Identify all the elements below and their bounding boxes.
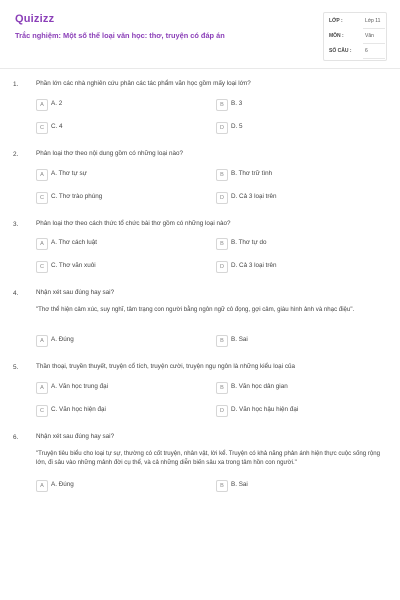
question-quote: "Thơ thể hiện cảm xúc, suy nghĩ, tâm trạng con người bằng ngôn ngữ cô đọng, gợi cảm, giàu hình ảnh và nhạc điệu".: [36, 306, 355, 313]
option-a[interactable]: [36, 382, 206, 394]
meta-value: Văn: [365, 33, 374, 39]
question-number: 4.: [13, 290, 19, 297]
meta-value: 6: [365, 48, 368, 54]
meta-box: [323, 12, 387, 61]
meta-row-subject: [329, 30, 385, 44]
meta-underline: [363, 43, 385, 44]
option-a[interactable]: [36, 335, 206, 347]
option-letter-box: B: [216, 99, 228, 111]
option-b[interactable]: [216, 480, 386, 492]
question-text: Phân loại thơ theo nội dung gồm có những loại nào?: [36, 150, 183, 157]
option-c[interactable]: [36, 192, 206, 204]
header-divider: [0, 68, 400, 69]
option-b[interactable]: [216, 99, 386, 111]
quiz-title: Trắc nghiệm: Một số thể loại văn học: thơ, truyện có đáp án: [15, 31, 225, 40]
option-letter-box: B: [216, 382, 228, 394]
meta-value: Lớp 11: [365, 18, 381, 24]
option-text: A. Đúng: [51, 336, 74, 343]
option-text: B. Sai: [231, 481, 248, 488]
question-text: Phân loại thơ theo cách thức tổ chức bài thơ gồm có những loại nào?: [36, 220, 231, 227]
option-d[interactable]: [216, 261, 386, 273]
option-letter-box: D: [216, 261, 228, 273]
option-text: B. Thơ trữ tình: [231, 170, 273, 177]
option-text: A. 2: [51, 100, 63, 107]
option-letter-box: B: [216, 335, 228, 347]
option-b[interactable]: [216, 169, 386, 181]
question-number: 6.: [13, 434, 19, 441]
option-letter-box: A: [36, 335, 48, 347]
option-text: D. 5: [231, 123, 243, 130]
option-text: B. 3: [231, 100, 243, 107]
option-letter-box: A: [36, 99, 48, 111]
question-text: Phần lớn các nhà nghiên cứu phân các tác phẩm văn học gồm mấy loại lớn?: [36, 80, 251, 87]
meta-row-count: [329, 45, 385, 59]
option-text: D. Cả 3 loại trên: [231, 262, 277, 269]
option-c[interactable]: [36, 405, 206, 417]
question-number: 5.: [13, 364, 19, 371]
option-a[interactable]: [36, 480, 206, 492]
option-a[interactable]: [36, 99, 206, 111]
option-text: D. Cả 3 loại trên: [231, 193, 277, 200]
option-letter-box: B: [216, 238, 228, 250]
option-b[interactable]: [216, 238, 386, 250]
brand-logo: Quizizz: [15, 13, 55, 25]
option-letter-box: D: [216, 405, 228, 417]
question-text: Thần thoại, truyền thuyết, truyện cổ tích, truyện cười, truyện ngụ ngôn là những kiểu loại của: [36, 363, 295, 370]
option-letter-box: A: [36, 382, 48, 394]
option-c[interactable]: [36, 122, 206, 134]
option-text: B. Thơ tự do: [231, 239, 267, 246]
option-a[interactable]: [36, 238, 206, 250]
option-letter-box: C: [36, 405, 48, 417]
meta-underline: [363, 28, 385, 29]
option-text: C. Văn học hiện đại: [51, 406, 106, 413]
option-text: C. Thơ văn xuôi: [51, 262, 96, 269]
meta-label: SỐ CÂU :: [329, 48, 352, 54]
option-letter-box: B: [216, 480, 228, 492]
option-d[interactable]: [216, 405, 386, 417]
meta-label: LỚP :: [329, 18, 343, 24]
option-text: A. Đúng: [51, 481, 74, 488]
option-d[interactable]: [216, 192, 386, 204]
option-letter-box: A: [36, 480, 48, 492]
option-letter-box: A: [36, 169, 48, 181]
option-text: A. Văn học trung đại: [51, 383, 109, 390]
option-letter-box: C: [36, 192, 48, 204]
question-number: 1.: [13, 81, 19, 88]
option-letter-box: C: [36, 122, 48, 134]
option-c[interactable]: [36, 261, 206, 273]
meta-label: MÔN :: [329, 33, 344, 39]
question-text: Nhận xét sau đúng hay sai?: [36, 289, 115, 296]
option-b[interactable]: [216, 382, 386, 394]
option-text: C. Thơ trào phúng: [51, 193, 103, 200]
meta-row-class: [329, 15, 385, 29]
meta-underline: [363, 58, 385, 59]
option-text: C. 4: [51, 123, 63, 130]
option-a[interactable]: [36, 169, 206, 181]
question-quote: "Truyện tiêu biểu cho loại tự sự, thường có cốt truyện, nhân vật, lời kể. Truyện có khả năng phản ánh hiện thực cuộc sống rộng lớn, đi sâu vào những mảnh đời cụ thể, và cả những diễn biến sâu xa trong tâm hồn con người.": [36, 450, 380, 467]
option-d[interactable]: [216, 122, 386, 134]
option-text: A. Thơ tự sự: [51, 170, 87, 177]
option-letter-box: A: [36, 238, 48, 250]
option-text: D. Văn học hậu hiện đại: [231, 406, 299, 413]
option-letter-box: C: [36, 261, 48, 273]
option-b[interactable]: [216, 335, 386, 347]
question-number: 2.: [13, 151, 19, 158]
option-letter-box: D: [216, 122, 228, 134]
option-letter-box: D: [216, 192, 228, 204]
question-text: Nhận xét sau đúng hay sai?: [36, 433, 115, 440]
option-text: A. Thơ cách luật: [51, 239, 98, 246]
option-text: B. Văn học dân gian: [231, 383, 288, 390]
option-text: B. Sai: [231, 336, 248, 343]
question-number: 3.: [13, 221, 19, 228]
option-letter-box: B: [216, 169, 228, 181]
